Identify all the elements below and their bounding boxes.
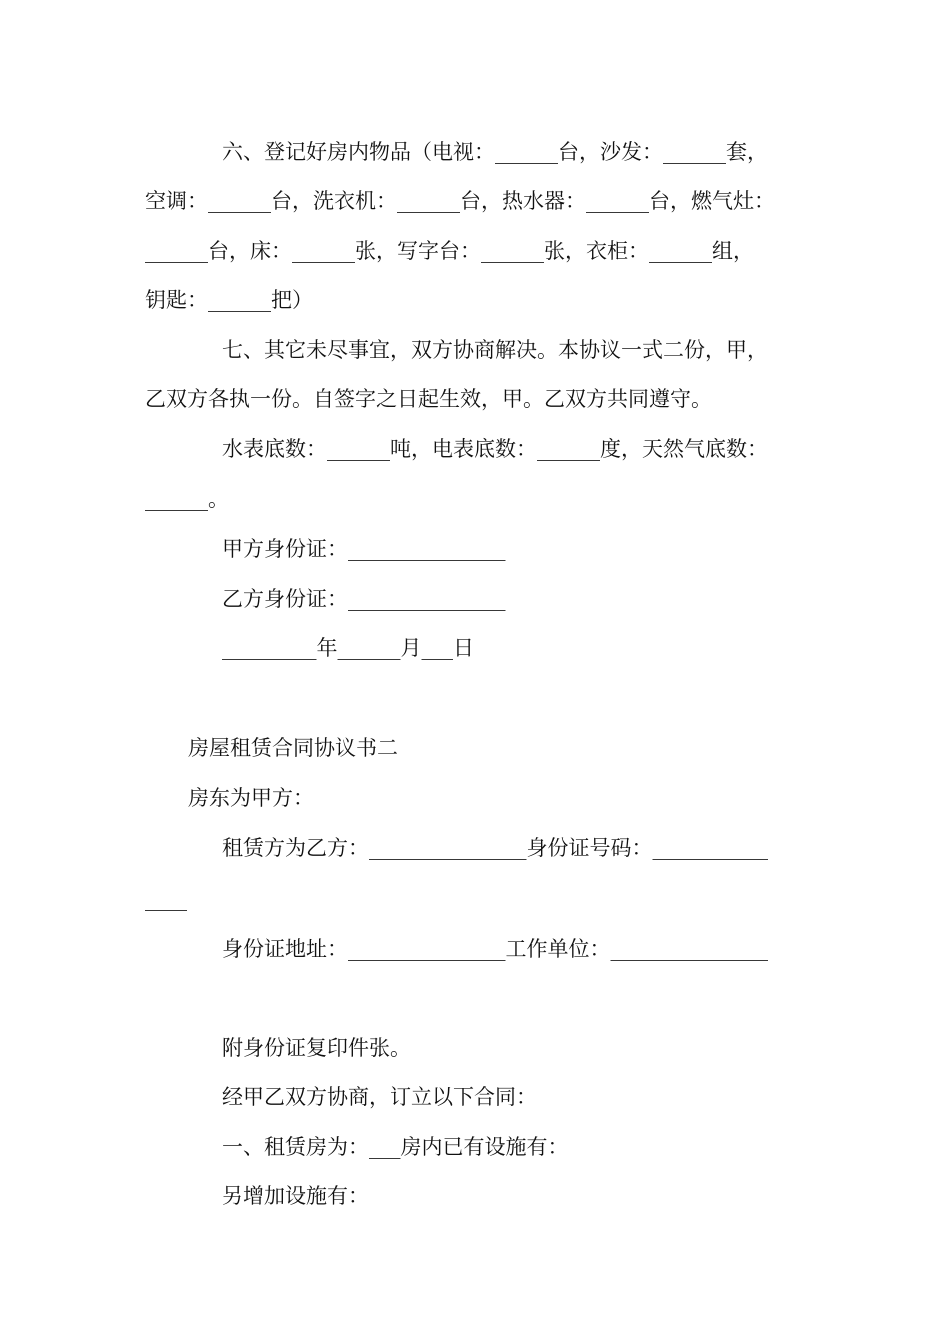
additional-facilities: 另增加设施有： [222,1184,369,1208]
clause-7-line-2: 乙双方各执一份。自签字之日起生效，甲。乙双方共同遵守。 [145,387,712,411]
id-address-employer: 身份证地址：_______________工作单位：_______________ [222,937,768,961]
clause-1-rental-property: 一、租赁房为：___房内已有设施有： [222,1135,569,1159]
contract-two-title: 房屋租赁合同协议书二 [188,736,398,760]
clause-6-line-3: ______台，床：______张，写字台：______张，衣柜：______组， [145,239,754,263]
clause-7-line-1: 七、其它未尽事宜，双方协商解决。本协议一式二份，甲， [222,338,768,362]
party-b-id: 乙方身份证：_______________ [222,587,506,611]
meter-readings-line-2: ______。 [145,487,229,511]
tenant-line-2: ____ [145,887,187,911]
tenant-line-1: 租赁方为乙方：_______________身份证号码：___________ [222,836,768,860]
attachment-note: 附身份证复印件张。 [222,1036,411,1060]
clause-6-line-1: 六、登记好房内物品（电视：______台，沙发：______套， [222,140,768,164]
landlord-line: 房东为甲方： [188,786,314,810]
meter-readings-line-1: 水表底数：______吨，电表底数：______度，天然气底数： [222,437,768,461]
party-a-id: 甲方身份证：_______________ [222,537,506,561]
clause-6-line-4: 钥匙：______把） [145,288,313,312]
agreement-intro: 经甲乙双方协商，订立以下合同： [222,1085,537,1109]
clause-6-line-2: 空调：______台，洗衣机：______台，热水器：______台，燃气灶： [145,189,775,213]
signing-date: _________年______月___日 [222,636,474,660]
